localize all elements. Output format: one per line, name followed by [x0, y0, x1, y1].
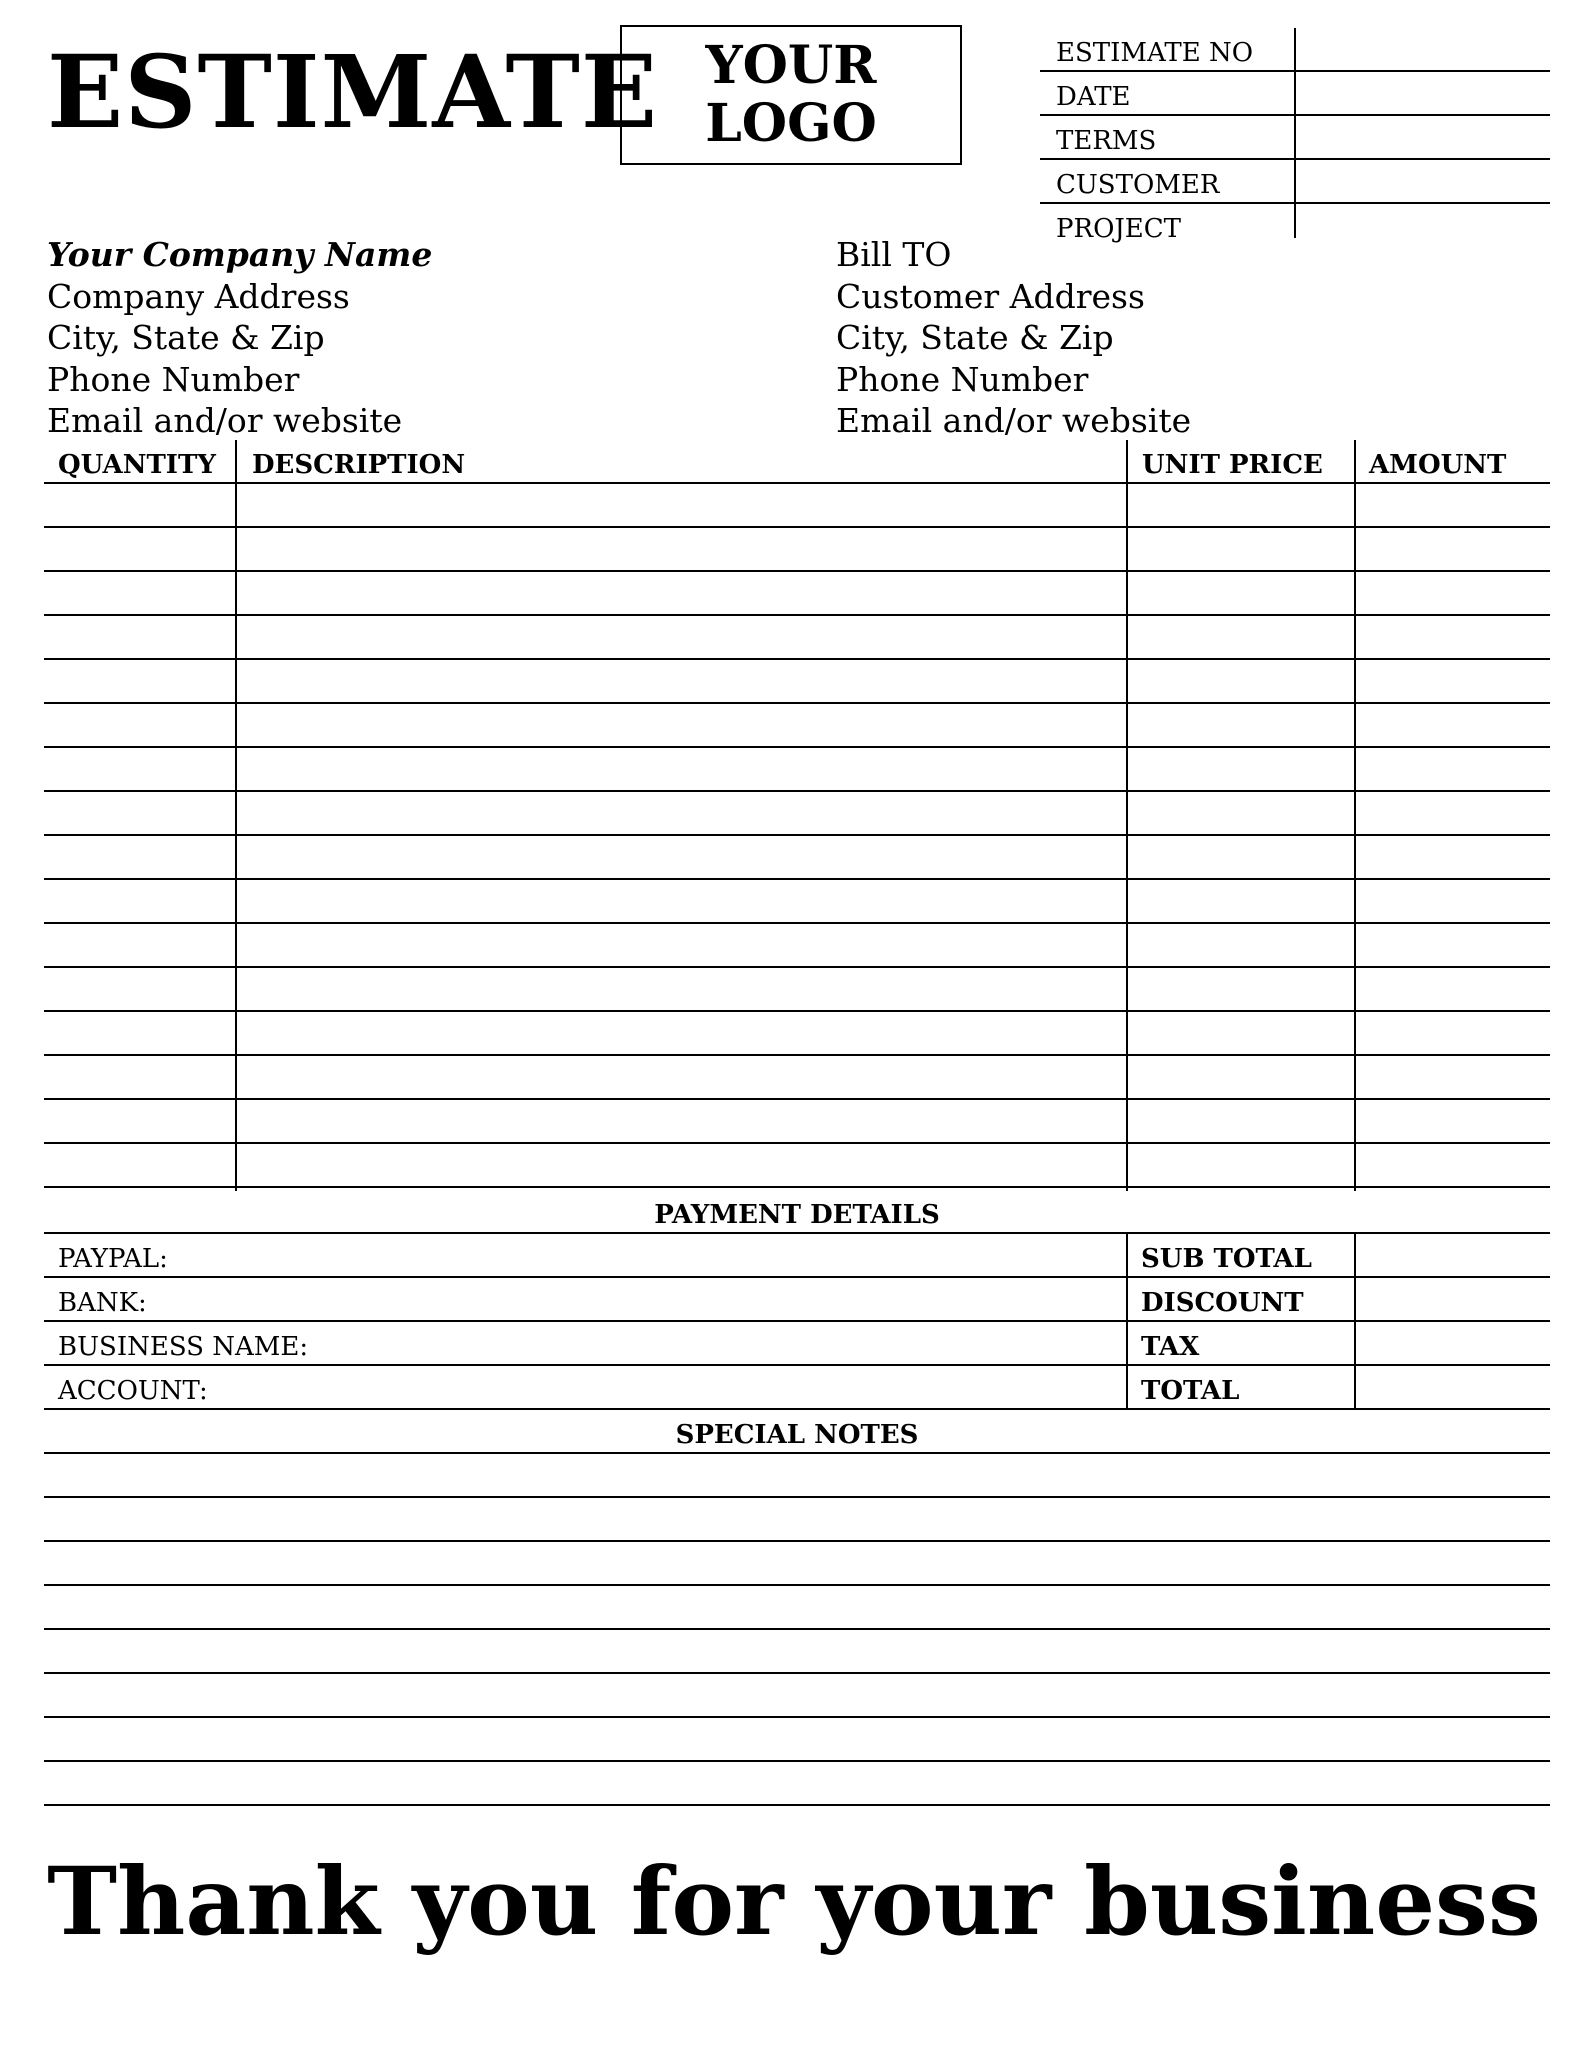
table-row[interactable]: [44, 484, 1550, 528]
customer-address: Customer Address: [836, 276, 1145, 316]
payment-row[interactable]: [44, 1322, 1550, 1366]
payment-label: BANK:: [58, 1288, 147, 1318]
company-email: Email and/or website: [47, 401, 403, 440]
logo-line-1: YOUR: [705, 35, 877, 96]
note-line[interactable]: [44, 1498, 1550, 1542]
table-row[interactable]: [44, 528, 1550, 572]
table-row[interactable]: [44, 616, 1550, 660]
table-row[interactable]: [44, 968, 1550, 1012]
meta-label: CUSTOMER: [1056, 170, 1220, 200]
total-label: DISCOUNT: [1141, 1288, 1304, 1318]
column-divider: [1126, 440, 1128, 1191]
table-row[interactable]: [44, 1100, 1550, 1144]
table-row[interactable]: [44, 880, 1550, 924]
table-row[interactable]: [44, 1056, 1550, 1100]
logo-placeholder: [620, 25, 962, 165]
note-line[interactable]: [44, 1586, 1550, 1630]
table-row[interactable]: [44, 748, 1550, 792]
payment-label: PAYPAL:: [58, 1244, 168, 1274]
header-unit-price: UNIT PRICE: [1142, 450, 1323, 480]
payment-row[interactable]: [44, 1366, 1550, 1410]
table-row[interactable]: [44, 792, 1550, 836]
table-row[interactable]: [44, 704, 1550, 748]
company-name: Your Company Name: [47, 235, 433, 274]
total-label: TAX: [1141, 1332, 1200, 1362]
meta-label: DATE: [1056, 82, 1131, 112]
company-phone: Phone Number: [47, 359, 300, 399]
column-divider: [1354, 1234, 1356, 1410]
company-address-block: [47, 234, 432, 442]
note-line[interactable]: [44, 1762, 1550, 1806]
meta-label: PROJECT: [1056, 214, 1182, 244]
special-notes-title: SPECIAL NOTES: [675, 1420, 919, 1450]
bill-to-heading: Bill TO: [836, 235, 952, 274]
table-header: [44, 440, 1550, 484]
column-divider: [235, 440, 237, 1191]
note-line[interactable]: [44, 1630, 1550, 1674]
table-row[interactable]: [44, 660, 1550, 704]
column-divider: [1354, 440, 1356, 1191]
header-quantity: QUANTITY: [58, 450, 216, 480]
payment-row[interactable]: [44, 1234, 1550, 1278]
bill-to-block: [836, 234, 1191, 442]
payment-details-table: [44, 1234, 1550, 1410]
meta-label: TERMS: [1056, 126, 1157, 156]
table-row[interactable]: [44, 1144, 1550, 1188]
table-row[interactable]: [44, 1012, 1550, 1056]
note-line[interactable]: [44, 1674, 1550, 1718]
total-label: TOTAL: [1141, 1376, 1240, 1406]
meta-label: ESTIMATE NO: [1056, 38, 1254, 68]
company-address: Company Address: [47, 276, 350, 316]
company-city: City, State & Zip: [47, 318, 325, 357]
note-line[interactable]: [44, 1454, 1550, 1498]
note-line[interactable]: [44, 1542, 1550, 1586]
header-amount: AMOUNT: [1369, 450, 1507, 480]
payment-label: ACCOUNT:: [58, 1376, 208, 1406]
payment-details-title: PAYMENT DETAILS: [654, 1200, 940, 1230]
table-row[interactable]: [44, 924, 1550, 968]
item-rows: [44, 484, 1550, 1188]
customer-email: Email and/or website: [836, 401, 1192, 440]
payment-row[interactable]: [44, 1278, 1550, 1322]
table-row[interactable]: [44, 572, 1550, 616]
line-items-table: [44, 440, 1550, 1188]
customer-city: City, State & Zip: [836, 318, 1114, 357]
column-divider: [1126, 1234, 1128, 1410]
thank-you-message: Thank you for your business: [47, 1847, 1541, 1957]
customer-phone: Phone Number: [836, 359, 1089, 399]
header-description: DESCRIPTION: [252, 450, 466, 480]
document-title: ESTIMATE: [47, 33, 659, 151]
table-row[interactable]: [44, 836, 1550, 880]
note-line[interactable]: [44, 1718, 1550, 1762]
meta-divider: [1294, 28, 1296, 238]
logo-line-2: LOGO: [705, 93, 877, 154]
payment-label: BUSINESS NAME:: [58, 1332, 309, 1362]
total-label: SUB TOTAL: [1141, 1244, 1312, 1274]
special-notes-lines: [44, 1454, 1550, 1806]
